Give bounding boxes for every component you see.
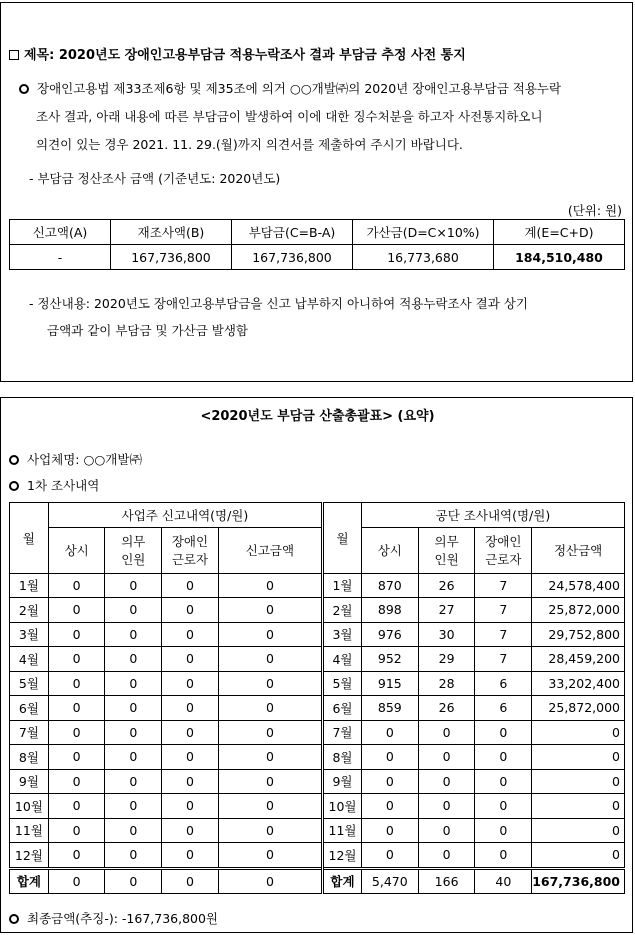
reported-duty-cell: 0	[105, 843, 162, 869]
reported-disabled-cell: 0	[162, 769, 219, 794]
surveyed-duty-cell: 0	[418, 843, 475, 869]
table-row	[10, 573, 625, 598]
notice-paragraph-line1: 장애인고용법 제33조제6항 및 제35조에 의거 ○○개발㈜의 2020년 장애인고용부담금 적용누락	[19, 79, 561, 97]
month-header-left: 월	[10, 503, 49, 574]
month-right-cell: 10월	[323, 794, 362, 819]
surveyed-duty-cell: 0	[418, 745, 475, 770]
month-left-cell: 8월	[10, 745, 49, 770]
reported-disabled-cell: 0	[162, 647, 219, 672]
month-left-cell: 4월	[10, 647, 49, 672]
reported-disabled-cell: 0	[162, 622, 219, 647]
reported-disabled-cell: 0	[162, 696, 219, 721]
surveyed-duty-cell: 26	[418, 696, 475, 721]
reported-disabled-cell: 0	[162, 818, 219, 843]
reported-amount-cell: 0	[218, 647, 322, 672]
surveyed-duty-cell: 0	[418, 769, 475, 794]
agency-survey-header: 공단 조사내역(명/원)	[361, 503, 624, 528]
circle-bullet-icon	[9, 481, 19, 491]
table-row	[10, 769, 625, 794]
settled-amount-cell: 0	[532, 745, 625, 770]
note-line2: 금액과 같이 부담금 및 가산금 발생함	[47, 323, 248, 338]
total-label-left: 합계	[10, 868, 49, 894]
surveyed-disabled-cell: 0	[475, 745, 532, 770]
settled-amount-cell: 29,752,800	[532, 622, 625, 647]
survey-label-row	[9, 476, 99, 494]
header-charge: 부담금(C=B-A)	[232, 220, 353, 245]
settled-amount-cell: 33,202,400	[532, 671, 625, 696]
month-right-cell: 7월	[323, 720, 362, 745]
circle-bullet-icon	[9, 455, 19, 465]
col-duty-right: 의무 인원	[418, 527, 475, 573]
surveyed-disabled-cell: 7	[475, 647, 532, 672]
settled-amount-cell: 0	[532, 720, 625, 745]
month-left-cell: 9월	[10, 769, 49, 794]
summary-title: <2020년도 부담금 산출총괄표> (요약)	[200, 409, 435, 424]
reported-amount-cell: 0	[218, 720, 322, 745]
surveyed-regular-cell: 952	[361, 647, 418, 672]
col-duty-left: 의무 인원	[105, 527, 162, 573]
reported-disabled-cell: 0	[162, 573, 219, 598]
reported-disabled-cell: 0	[162, 843, 219, 869]
reported-duty-cell: 0	[105, 671, 162, 696]
surveyed-regular-cell: 0	[361, 745, 418, 770]
surveyed-regular-cell: 976	[361, 622, 418, 647]
reported-amount-cell: 0	[218, 671, 322, 696]
reported-disabled-cell: 0	[162, 720, 219, 745]
total-row	[10, 868, 625, 894]
surveyed-regular-cell: 859	[361, 696, 418, 721]
table-row	[10, 598, 625, 623]
month-right-cell: 12월	[323, 843, 362, 869]
settled-amount-cell: 0	[532, 843, 625, 869]
value-charge: 167,736,800	[232, 245, 353, 270]
note-line1: - 정산내용: 2020년도 장애인고용부담금을 신고 납부하지 아니하여 적용누락조사 결과 상기	[29, 296, 528, 311]
settled-amount-cell: 25,872,000	[532, 598, 625, 623]
month-right-cell: 3월	[323, 622, 362, 647]
reported-regular-cell: 0	[48, 671, 105, 696]
surveyed-disabled-cell: 0	[475, 720, 532, 745]
surveyed-regular-cell: 0	[361, 769, 418, 794]
reported-amount-cell: 0	[218, 843, 322, 869]
table-row	[10, 720, 625, 745]
col-reported-amount: 신고금액	[218, 527, 322, 573]
sub-header-row	[10, 527, 625, 573]
month-left-cell: 7월	[10, 720, 49, 745]
reported-regular-cell: 0	[48, 769, 105, 794]
surveyed-disabled-cell: 7	[475, 598, 532, 623]
notice-paragraph-line2: 조사 결과, 아래 내용에 따른 부담금이 발생하여 이에 대한 징수처분을 하고자 사전통지하오니	[36, 109, 543, 124]
reported-regular-cell: 0	[48, 794, 105, 819]
reported-amount-cell: 0	[218, 769, 322, 794]
total-label-right: 합계	[323, 868, 362, 894]
settled-amount-cell: 0	[532, 769, 625, 794]
surveyed-disabled-cell: 0	[475, 794, 532, 819]
col-disabled-left: 장애인 근로자	[162, 527, 219, 573]
settled-amount-cell: 28,459,200	[532, 647, 625, 672]
surveyed-regular-cell: 0	[361, 843, 418, 869]
reported-duty-cell: 0	[105, 769, 162, 794]
col-disabled-right: 장애인 근로자	[475, 527, 532, 573]
reported-regular-cell: 0	[48, 720, 105, 745]
total-l3: 0	[162, 868, 219, 894]
total-r4: 167,736,800	[532, 868, 625, 894]
col-settled-amount: 정산금액	[532, 527, 625, 573]
total-r1: 5,470	[361, 868, 418, 894]
month-left-cell: 6월	[10, 696, 49, 721]
settlement-header-row	[10, 220, 625, 245]
notice-box	[0, 2, 633, 382]
reported-duty-cell: 0	[105, 818, 162, 843]
month-right-cell: 8월	[323, 745, 362, 770]
reported-amount-cell: 0	[218, 794, 322, 819]
reported-regular-cell: 0	[48, 843, 105, 869]
table-row	[10, 794, 625, 819]
reported-duty-cell: 0	[105, 647, 162, 672]
surveyed-regular-cell: 0	[361, 818, 418, 843]
month-right-cell: 11월	[323, 818, 362, 843]
value-resurvey: 167,736,800	[111, 245, 232, 270]
table-row	[10, 818, 625, 843]
reported-regular-cell: 0	[48, 598, 105, 623]
surveyed-disabled-cell: 0	[475, 818, 532, 843]
surveyed-disabled-cell: 0	[475, 769, 532, 794]
surveyed-regular-cell: 915	[361, 671, 418, 696]
table-row	[10, 671, 625, 696]
surveyed-duty-cell: 29	[418, 647, 475, 672]
month-right-cell: 5월	[323, 671, 362, 696]
month-right-cell: 2월	[323, 598, 362, 623]
total-l4: 0	[218, 868, 322, 894]
col-regular-left: 상시	[48, 527, 105, 573]
surveyed-disabled-cell: 7	[475, 622, 532, 647]
final-amount-row	[9, 909, 218, 927]
total-l2: 0	[105, 868, 162, 894]
surveyed-duty-cell: 28	[418, 671, 475, 696]
reported-regular-cell: 0	[48, 745, 105, 770]
reported-regular-cell: 0	[48, 573, 105, 598]
month-right-cell: 9월	[323, 769, 362, 794]
table-row	[10, 745, 625, 770]
final-amount: 최종금액(추징-): -167,736,800원	[27, 911, 219, 926]
surveyed-disabled-cell: 6	[475, 696, 532, 721]
header-total: 계(E=C+D)	[494, 220, 625, 245]
summary-table	[9, 502, 625, 894]
surveyed-regular-cell: 898	[361, 598, 418, 623]
reported-disabled-cell: 0	[162, 745, 219, 770]
surveyed-regular-cell: 0	[361, 794, 418, 819]
total-r3: 40	[475, 868, 532, 894]
reported-amount-cell: 0	[218, 818, 322, 843]
month-left-cell: 2월	[10, 598, 49, 623]
surveyed-regular-cell: 0	[361, 720, 418, 745]
reported-disabled-cell: 0	[162, 598, 219, 623]
surveyed-disabled-cell: 0	[475, 843, 532, 869]
surveyed-disabled-cell: 7	[475, 573, 532, 598]
month-left-cell: 12월	[10, 843, 49, 869]
settled-amount-cell: 24,578,400	[532, 573, 625, 598]
reported-regular-cell: 0	[48, 647, 105, 672]
settlement-table	[9, 219, 625, 270]
reported-duty-cell: 0	[105, 598, 162, 623]
reported-duty-cell: 0	[105, 622, 162, 647]
surveyed-disabled-cell: 6	[475, 671, 532, 696]
business-name: 사업체명: ○○개발㈜	[27, 452, 142, 467]
circle-bullet-icon	[9, 914, 19, 924]
survey-label: 1차 조사내역	[27, 478, 100, 493]
month-right-cell: 1월	[323, 573, 362, 598]
notice-title-row	[9, 44, 466, 63]
month-left-cell: 3월	[10, 622, 49, 647]
total-l1: 0	[48, 868, 105, 894]
value-surcharge: 16,773,680	[353, 245, 494, 270]
table-row	[10, 843, 625, 869]
reported-amount-cell: 0	[218, 696, 322, 721]
unit-label: (단위: 원)	[567, 203, 622, 218]
circle-bullet-icon	[19, 84, 29, 94]
settled-amount-cell: 0	[532, 794, 625, 819]
reported-disabled-cell: 0	[162, 671, 219, 696]
reported-amount-cell: 0	[218, 745, 322, 770]
total-r2: 166	[418, 868, 475, 894]
settled-amount-cell: 25,872,000	[532, 696, 625, 721]
header-resurvey: 재조사액(B)	[111, 220, 232, 245]
reported-duty-cell: 0	[105, 745, 162, 770]
reported-duty-cell: 0	[105, 696, 162, 721]
value-total: 184,510,480	[494, 245, 625, 270]
reported-duty-cell: 0	[105, 794, 162, 819]
header-reported: 신고액(A)	[10, 220, 111, 245]
summary-box	[0, 397, 633, 933]
surveyed-duty-cell: 0	[418, 818, 475, 843]
surveyed-duty-cell: 26	[418, 573, 475, 598]
month-left-cell: 5월	[10, 671, 49, 696]
settlement-value-row	[10, 245, 625, 270]
group-header-row	[10, 503, 625, 528]
settled-amount-cell: 0	[532, 818, 625, 843]
reported-amount-cell: 0	[218, 622, 322, 647]
reported-amount-cell: 0	[218, 598, 322, 623]
square-bullet-icon	[9, 50, 19, 60]
surveyed-duty-cell: 0	[418, 794, 475, 819]
month-left-cell: 1월	[10, 573, 49, 598]
reported-disabled-cell: 0	[162, 794, 219, 819]
reported-regular-cell: 0	[48, 818, 105, 843]
month-left-cell: 11월	[10, 818, 49, 843]
header-surcharge: 가산금(D=C×10%)	[353, 220, 494, 245]
month-right-cell: 6월	[323, 696, 362, 721]
reported-regular-cell: 0	[48, 622, 105, 647]
employer-report-header: 사업주 신고내역(명/원)	[48, 503, 322, 528]
notice-title: 제목: 2020년도 장애인고용부담금 적용누락조사 결과 부담금 추정 사전 통지	[24, 48, 466, 63]
month-header-right: 월	[323, 503, 362, 574]
value-reported: -	[10, 245, 111, 270]
month-right-cell: 4월	[323, 647, 362, 672]
surveyed-duty-cell: 0	[418, 720, 475, 745]
table-row	[10, 696, 625, 721]
notice-paragraph-line3: 의견이 있는 경우 2021. 11. 29.(월)까지 의견서를 제출하여 주시기 바랍니다.	[36, 137, 463, 152]
surveyed-duty-cell: 30	[418, 622, 475, 647]
table-row	[10, 647, 625, 672]
surveyed-duty-cell: 27	[418, 598, 475, 623]
surveyed-regular-cell: 870	[361, 573, 418, 598]
reported-amount-cell: 0	[218, 573, 322, 598]
business-name-row	[9, 450, 142, 468]
col-regular-right: 상시	[361, 527, 418, 573]
reported-regular-cell: 0	[48, 696, 105, 721]
reported-duty-cell: 0	[105, 720, 162, 745]
month-left-cell: 10월	[10, 794, 49, 819]
reported-duty-cell: 0	[105, 573, 162, 598]
notice-sub-heading: - 부담금 정산조사 금액 (기준년도: 2020년도)	[29, 171, 281, 186]
table-row	[10, 622, 625, 647]
